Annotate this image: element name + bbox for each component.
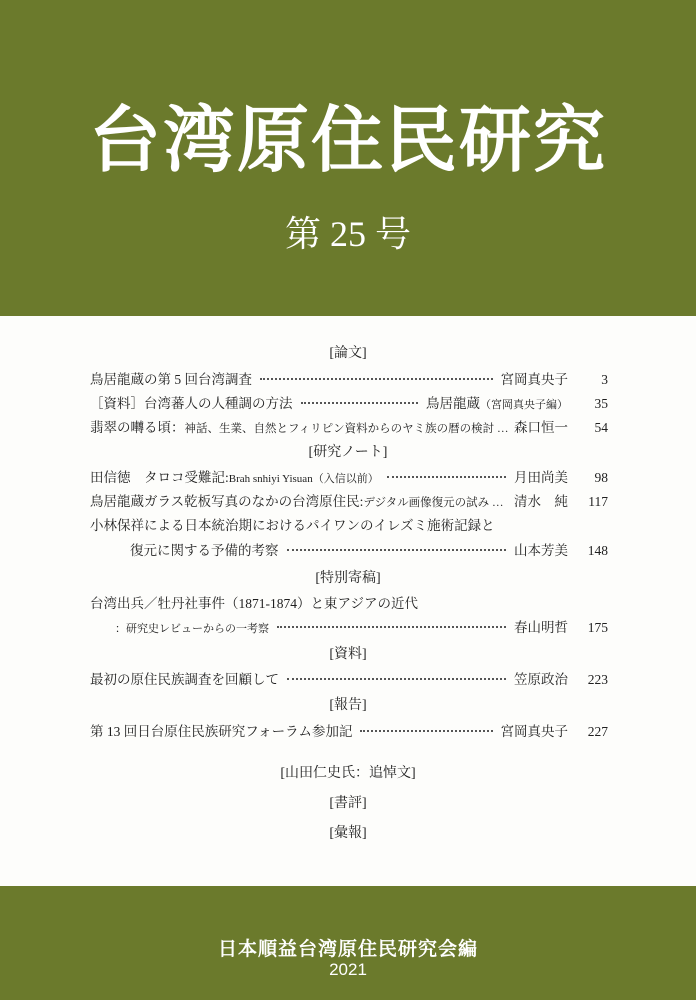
entry-author: 清水 純 — [514, 494, 568, 509]
journal-title: 台湾原住民研究 — [88, 101, 607, 181]
leader-dots — [277, 626, 506, 628]
entry-title: 翡翠の囀る頃： — [90, 420, 185, 435]
section-heading: [書評] — [329, 796, 367, 811]
cover-top-band — [0, 0, 696, 316]
cover-bottom-band — [0, 886, 696, 1000]
entry-title: 最初の原住民族調査を回顧して — [90, 672, 279, 687]
entry-author-note: （宮岡真央子編） — [480, 399, 568, 411]
toc-entry — [90, 466, 608, 486]
entry-page: 35 — [594, 396, 608, 411]
section-heading: [研究ノート] — [308, 445, 388, 460]
issue-number: 第 25 号 — [284, 214, 411, 254]
entry-author: 鳥居龍蔵 — [426, 396, 480, 411]
toc-entry — [90, 416, 608, 436]
section-heading: [特別寄稿] — [315, 571, 381, 586]
entry-page: 98 — [594, 470, 608, 485]
leader-dots — [301, 402, 419, 404]
entry-title: ［資料］台湾蕃人の人種調の方法 — [90, 396, 293, 411]
entry-page: 223 — [587, 672, 608, 687]
toc-entry — [90, 392, 608, 412]
leader-dots — [360, 730, 492, 732]
entry-title: 台湾出兵／牡丹社事件（1871-1874）と東アジアの近代 — [90, 596, 418, 611]
entry-page: 148 — [587, 543, 608, 558]
section-heading: [彙報] — [329, 826, 367, 841]
entry-title: 第 13 回日台原住民族研究フォーラム参加記 — [90, 724, 353, 739]
entry-title: 鳥居龍蔵の第 5 回台湾調査 — [90, 372, 252, 387]
entry-subtitle: 神話、生業、自然とフィリピン資料からのヤミ族の暦の検討 … — [184, 423, 509, 435]
entry-title-line2: ：研究史レビューからの一考察 — [115, 623, 269, 635]
entry-title: 鳥居龍蔵ガラス乾板写真のなかの台湾原住民: — [90, 494, 364, 509]
entry-page: 175 — [587, 620, 608, 635]
entry-author: 月田尚美 — [514, 470, 568, 485]
entry-subtitle: デジタル画像復元の試み … — [363, 497, 504, 509]
leader-dots — [260, 378, 493, 380]
entry-author: 宮岡真央子 — [500, 724, 568, 739]
toc-entry — [90, 368, 608, 388]
toc-entry-cont — [115, 616, 608, 636]
leader-dots — [287, 678, 506, 680]
toc-entry — [90, 514, 608, 534]
toc-entry-cont — [130, 539, 608, 559]
entry-author: 春山明哲 — [514, 620, 568, 635]
publication-year: 2021 — [329, 960, 367, 979]
section-heading: [山田仁史氏：追悼文] — [280, 766, 416, 781]
section-heading: [論文] — [329, 346, 367, 361]
entry-page: 3 — [601, 372, 608, 387]
entry-page: 117 — [588, 494, 608, 509]
entry-page: 227 — [587, 724, 608, 739]
entry-title-line2: 復元に関する予備的考察 — [130, 543, 279, 558]
publisher: 日本順益台湾原住民研究会編 — [217, 939, 478, 960]
entry-author: 森口恒一 — [514, 420, 568, 435]
entry-subtitle: Brah snhiyi Yisuan（入信以前） — [228, 473, 379, 485]
leader-dots — [387, 476, 506, 478]
entry-title: 田信徳 タロコ受難記: — [90, 470, 229, 485]
entry-author: 山本芳美 — [514, 543, 568, 558]
entry-author: 笠原政治 — [514, 672, 568, 687]
leader-dots — [287, 549, 507, 551]
toc-entry — [90, 720, 608, 740]
entry-title: 小林保祥による日本統治期におけるパイワンのイレズミ施術記録と — [90, 518, 495, 533]
toc-entry — [90, 490, 608, 510]
toc-entry — [90, 668, 608, 688]
toc-entry — [90, 592, 608, 612]
entry-page: 54 — [594, 420, 608, 435]
section-heading: [報告] — [329, 698, 367, 713]
section-heading: [資料] — [329, 647, 367, 662]
entry-author: 宮岡真央子 — [500, 372, 568, 387]
